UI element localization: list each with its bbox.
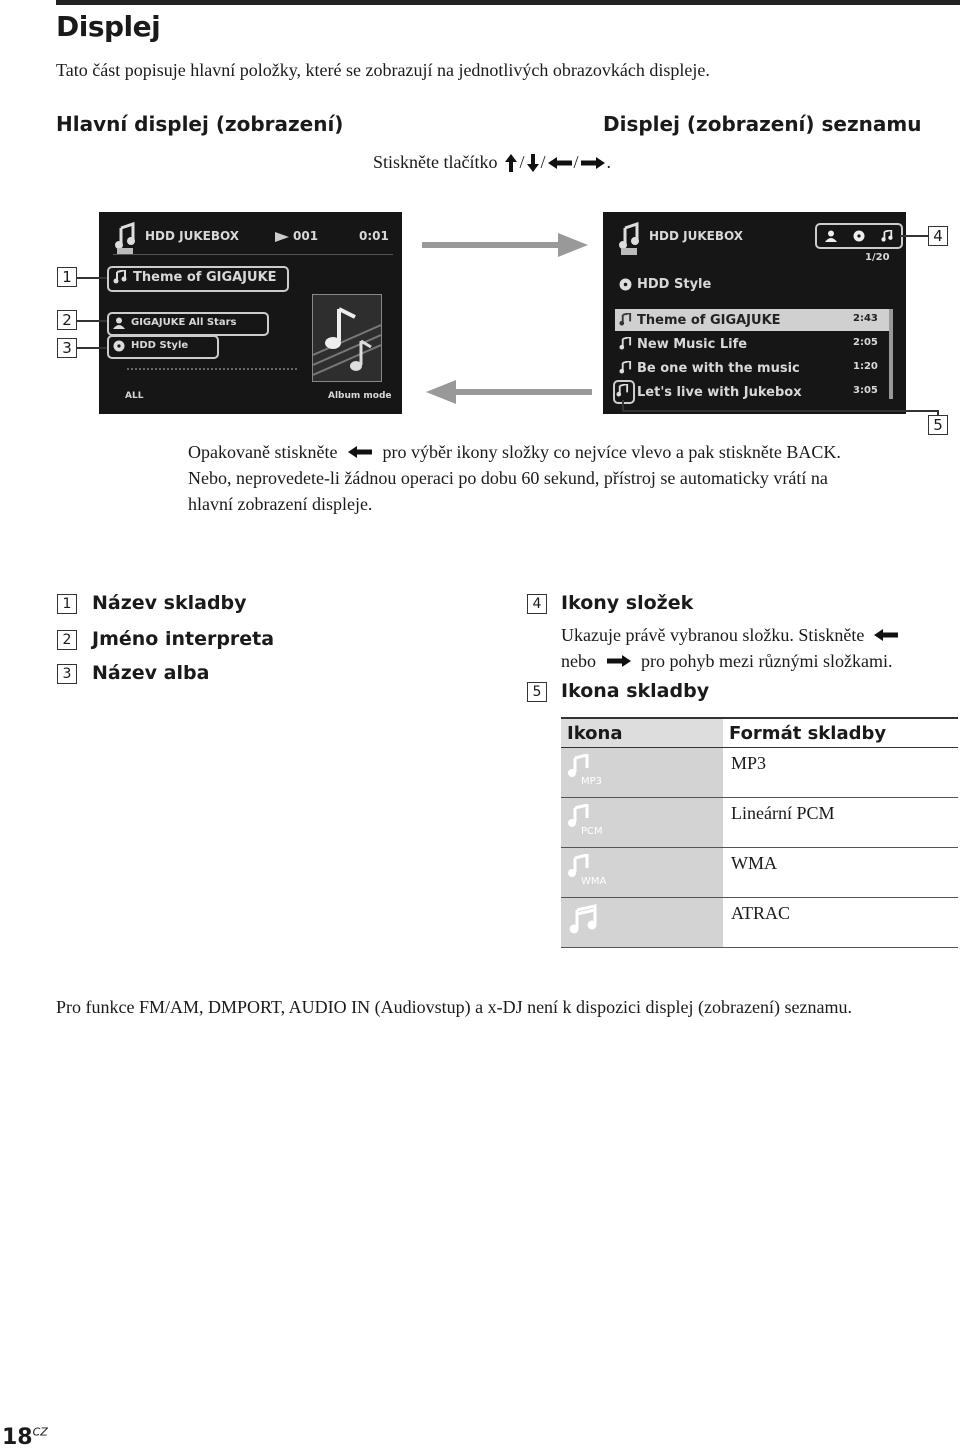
list-screen-count: 1/20 [865,252,890,263]
press-instruction [373,152,611,173]
legend-num-5: 5 [527,682,547,702]
callout-3: 3 [57,338,77,358]
table-row [561,898,958,948]
callout-4-leader [900,235,928,237]
format-badge: MP3 [581,776,603,786]
format-table-header [561,718,958,748]
arrow-left-icon [346,445,374,459]
track-icon [616,384,629,397]
list-row-time: 3:05 [853,385,878,396]
format-icon-cell [561,898,723,948]
main-screen-mode-right: Album mode [328,391,392,401]
format-name: MP3 [723,748,958,798]
progress-track [127,368,297,370]
jukebox-icon [617,222,643,256]
folder-desc-pre: Ukazuje právě vybranou složku. Stiskněte [561,625,865,645]
arrow-right-icon [605,654,633,668]
page-number [2,1425,48,1450]
callout-1: 1 [57,267,77,287]
table-row [561,848,958,898]
list-scrollbar [889,309,893,399]
format-table [561,717,958,948]
arrow-to-list-icon [422,231,590,259]
callout-5: 5 [928,415,948,435]
folder-desc-mid: nebo [561,651,596,671]
arrow-to-main-icon [424,378,592,406]
album-art [312,294,382,382]
return-instruction [188,439,848,517]
arrow-up-icon [504,153,518,173]
arrow-down-icon [526,153,540,173]
list-row-time: 2:43 [853,313,878,324]
intro-text: Tato část popisuje hlavní položky, které se zobrazují na jednotlivých obrazovkách displeje. [56,60,710,80]
callout-4: 4 [928,226,948,246]
page-number-value: 18 [2,1425,33,1450]
callout-2: 2 [57,310,77,330]
folder-icons-box [815,223,903,249]
list-screen-album: HDD Style [637,277,712,292]
top-rule [56,0,960,5]
table-row [561,798,958,848]
list-row-title: New Music Life [637,337,748,352]
return-para-pre: Opakovaně stiskněte [188,442,338,462]
list-row-title: Be one with the music [637,361,800,376]
format-name: Lineární PCM [723,798,958,848]
main-display-screen [99,212,402,414]
legend-folder-icons: Ikony složek [561,592,694,614]
format-name: WMA [723,848,958,898]
header-format: Formát skladby [723,718,958,748]
list-display-heading: Displej (zobrazení) seznamu [603,112,922,136]
track-icon [619,337,632,350]
artist-folder-icon [825,230,837,242]
main-screen-track-no: 001 [293,229,319,243]
list-row-title: Theme of GIGAJUKE [637,313,781,328]
main-screen-album: HDD Style [131,340,189,351]
list-display-screen [603,212,906,414]
legend-album-name: Název alba [92,662,210,684]
pcm-track-icon [567,804,607,836]
folder-icons-description [561,622,960,674]
callout-5-leader-v2 [937,410,939,415]
main-screen-artist: GIGAJUKE All Stars [131,317,237,328]
press-end: . [606,152,612,172]
jukebox-icon [113,222,139,256]
list-screen-header: HDD JUKEBOX [649,229,744,243]
main-screen-track: Theme of GIGAJUKE [133,270,277,285]
legend-num-1: 1 [57,594,77,614]
header-icon: Ikona [561,718,723,748]
list-row-title: Let's live with Jukebox [637,385,802,400]
main-screen-divider [113,254,393,255]
main-display-heading: Hlavní displej (zobrazení) [56,112,344,136]
footer-note: Pro funkce FM/AM, DMPORT, AUDIO IN (Audiovstup) a x-DJ není k dispozici displej (zobrazení) seznamu. [56,997,852,1017]
press-sep-1: / [519,152,525,172]
callout-5-leader-v1 [622,400,624,411]
page-language: CZ [32,1425,48,1439]
format-badge: WMA [581,876,607,886]
legend-track-icon: Ikona skladby [561,680,710,702]
list-row-time: 1:20 [853,361,878,372]
press-sep-3: / [573,152,579,172]
format-icon-cell [561,748,723,798]
format-name: ATRAC [723,898,958,948]
format-badge: PCM [581,826,603,836]
album-icon [619,278,632,291]
callout-5-leader-h [622,410,938,412]
legend-artist-name: Jméno interpreta [92,628,275,650]
track-icon [619,313,632,326]
mp3-track-icon [567,754,607,786]
arrow-right-icon [580,156,606,170]
track-highlight-box [107,266,289,292]
legend-track-name: Název skladby [92,592,247,614]
return-para-post: pro výběr ikony složky co nejvíce vlevo a pak stiskněte BACK. Nebo, neprovedete-li žádnou operaci po dobu 60 sekund, přístroj se automaticky vrátí na hlavní zobrazení displeje. [188,442,841,514]
play-icon [275,232,289,242]
main-screen-time: 0:01 [359,229,389,243]
album-folder-icon [853,230,865,242]
page-title: Displej [56,10,161,43]
format-icon-cell [561,848,723,898]
atrac-track-icon [567,904,607,936]
arrow-left-icon [873,628,899,642]
arrow-left-icon [547,156,573,170]
callout-2-leader [77,320,107,322]
track-folder-icon [881,230,893,242]
legend-num-3: 3 [57,664,77,684]
album-highlight-box [107,335,219,359]
artist-highlight-box [107,312,269,336]
legend-num-2: 2 [57,630,77,650]
format-icon-cell [561,798,723,848]
press-sep-2: / [540,152,546,172]
main-screen-mode-left: ALL [125,391,144,401]
press-text: Stiskněte tlačítko [373,152,498,172]
wma-track-icon [567,854,607,886]
callout-3-leader [77,347,107,349]
callout-1-leader [77,277,107,279]
track-icon [619,361,632,374]
list-row-time: 2:05 [853,337,878,348]
main-screen-header: HDD JUKEBOX [145,229,240,243]
table-row [561,748,958,798]
folder-desc-post: pro pohyb mezi různými složkami. [641,651,893,671]
legend-num-4: 4 [527,594,547,614]
